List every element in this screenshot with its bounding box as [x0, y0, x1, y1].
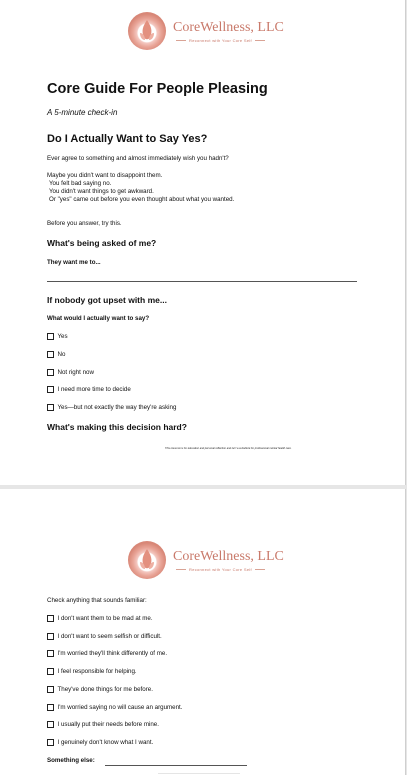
something-else-label: Something else: — [47, 757, 95, 764]
lotus-flame-icon — [128, 12, 166, 50]
brand-tagline: Reconnect with Your Core Self — [189, 566, 252, 572]
maybe-line: You felt bad saying no. — [49, 180, 112, 187]
option-not-right-now[interactable]: Not right now — [47, 369, 94, 376]
maybe-line: Maybe you didn't want to disappoint them. — [47, 172, 163, 179]
question-2-heading: If nobody got upset with me... — [47, 295, 167, 305]
brand-logo — [128, 10, 308, 52]
checklist-item[interactable]: I'm worried saying no will cause an argument. — [47, 704, 183, 711]
question-1-label: They want me to... — [47, 259, 101, 266]
something-else-line[interactable] — [105, 765, 247, 766]
answer-line[interactable] — [47, 281, 357, 282]
maybe-list — [47, 172, 234, 204]
question-1-heading: What's being asked of me? — [47, 238, 157, 248]
checklist-item[interactable]: I'm worried they'll think differently of me. — [47, 650, 167, 657]
checklist-prompt: Check anything that sounds familiar: — [47, 597, 147, 604]
disclaimer: This resource is for education and personal reflection and isn't a substitute for professional mental health care. — [165, 447, 292, 450]
before-text: Before you answer, try this. — [47, 220, 122, 227]
checkbox[interactable] — [47, 615, 54, 622]
page-2 — [0, 489, 406, 775]
checklist-item[interactable]: They've done things for me before. — [47, 686, 153, 693]
checkbox[interactable] — [47, 369, 54, 376]
page-subtitle: A 5-minute check-in — [47, 108, 118, 117]
checkbox[interactable] — [47, 739, 54, 746]
page-title: Core Guide For People Pleasing — [47, 81, 268, 97]
brand-tagline: Reconnect with Your Core Self — [189, 37, 252, 43]
maybe-line: You didn't want things to get awkward. — [49, 188, 154, 195]
lotus-flame-icon — [128, 541, 166, 579]
checkbox[interactable] — [47, 351, 54, 358]
checklist-item[interactable]: I don't want to seem selfish or difficult. — [47, 633, 162, 640]
brand-name: CoreWellness, LLC — [173, 19, 284, 35]
checkbox[interactable] — [47, 704, 54, 711]
question-2-label: What would I actually want to say? — [47, 315, 150, 322]
checklist-item[interactable]: I usually put their needs before mine. — [47, 721, 159, 728]
option-no[interactable]: No — [47, 351, 65, 358]
option-yes-but[interactable]: Yes—but not exactly the way they're asking — [47, 404, 176, 411]
checkbox[interactable] — [47, 721, 54, 728]
checkbox[interactable] — [47, 333, 54, 340]
checkbox[interactable] — [47, 404, 54, 411]
intro-text: Ever agree to something and almost immediately wish you hadn't? — [47, 155, 229, 162]
question-3-heading: What's making this decision hard? — [47, 422, 187, 432]
option-yes[interactable]: Yes — [47, 333, 68, 340]
section-heading: Do I Actually Want to Say Yes? — [47, 133, 208, 145]
checkbox[interactable] — [47, 668, 54, 675]
checklist-item[interactable]: I genuinely don't know what I want. — [47, 739, 153, 746]
brand-logo — [128, 539, 308, 581]
checkbox[interactable] — [47, 650, 54, 657]
brand-name: CoreWellness, LLC — [173, 548, 284, 564]
checklist-item[interactable]: I feel responsible for helping. — [47, 668, 137, 675]
page-divider — [158, 773, 240, 774]
checkbox[interactable] — [47, 633, 54, 640]
checkbox[interactable] — [47, 686, 54, 693]
checklist-item[interactable]: I don't want them to be mad at me. — [47, 615, 153, 622]
maybe-line: Or "yes" came out before you even thought about what you wanted. — [49, 196, 235, 203]
checkbox[interactable] — [47, 386, 54, 393]
option-more-time[interactable]: I need more time to decide — [47, 386, 131, 393]
